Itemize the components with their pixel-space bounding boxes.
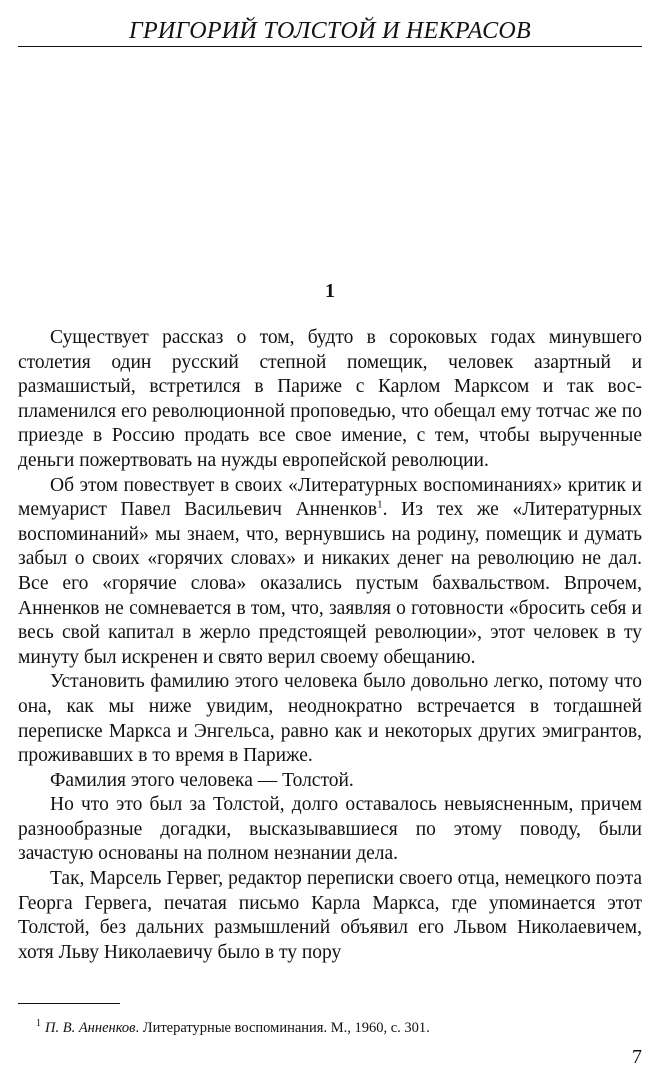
footnote [18,1015,642,1037]
paragraph-3: Установить фамилию этого человека было довольно легко, потому что она, как мы ниже увидим, неоднократно встречается в тогдашней переписке Маркса и Энгельса, равно как и некоторых других эмигрантов, проживавших в то время в Париже. [18,671,642,767]
paragraph-4: Фамилия этого человека — Толстой. [50,769,354,791]
body-text [18,326,642,965]
running-header: ГРИГОРИЙ ТОЛСТОЙ И НЕКРАСОВ [129,18,531,44]
footnote-author: П. В. Анненков [45,1019,136,1036]
footnote-mark: 1 [36,1018,41,1029]
paragraph-6: Так, Марсель Гервег, редактор переписки своего отца, немецкого поэта Георга Гервега, печатая письмо Карла Маркса, где упоминается этот Толстой, без дальних размышлений объявил его Львом Николаевичем, хотя Льву Николаевичу было в ту пору [18,868,642,963]
chapter-number: 1 [325,280,335,302]
footnote-reference[interactable]: 1 [377,498,383,511]
paragraph-2-text-b: . Из тех же «Литературных воспоминаний» мы знаем, что, вернувшись на родину, помещик и думать забыл о своих «горячих словах» и никаких денег на революцию не дал. Все его «горячие слова» оказались пустым бахвальством. Впрочем, Анненков не сомневается в том, что, заявляя о готовности «бросить себя и весь свой капитал в жерло предстоящей революции», этот человек в ту минуту был искренен и свято верил своему обещанию. [18,499,642,668]
paragraph-2 [18,474,642,671]
footnote-rule [18,1003,120,1004]
footnote-text: . Литературные воспоминания. М., 1960, с. 301. [135,1019,430,1036]
paragraph-1: Существует рассказ о том, будто в сороковых годах минувшего столетия один русский степной помещик, человек азартный и размашистый, встретился в Париже с Карлом Марксом и так воспламенился его революционной проповедью, что обещал ему тотчас же по приезде в Россию продать все свое имение, с тем, чтобы вырученные деньги пожертвовать на нужды европейской революции. [18,327,642,471]
paragraph-5: Но что это был за Толстой, долго оставалось невыясненным, причем разнообразные догадки, высказывавшиеся по этому поводу, были зачастую основаны на полном незнании дела. [18,794,642,865]
page-number: 7 [632,1046,642,1068]
header-rule [18,46,642,47]
paragraph-2-text-a: Об этом повествует в своих «Литературных воспоминаниях» критик и мемуарист Павел Васильевич Анненков [18,474,642,521]
